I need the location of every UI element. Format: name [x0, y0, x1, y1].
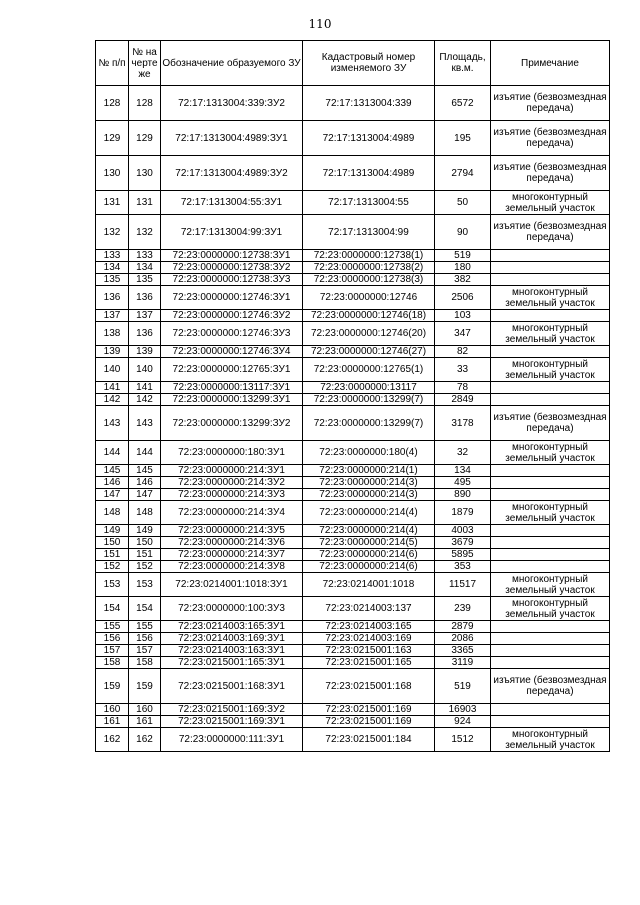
- cell-designation: 72:23:0000000:214:ЗУ3: [161, 489, 303, 501]
- cell-designation: 72:17:1313004:55:ЗУ1: [161, 191, 303, 215]
- cell-num: 131: [96, 191, 129, 215]
- cell-note: [491, 250, 610, 262]
- cell-drawing-num: 132: [129, 215, 161, 250]
- cell-area: 2794: [435, 156, 491, 191]
- cell-area: 239: [435, 597, 491, 621]
- cell-cadastral: 72:23:0214003:137: [303, 597, 435, 621]
- cell-note: [491, 346, 610, 358]
- cell-cadastral: 72:23:0215001:168: [303, 669, 435, 704]
- cell-drawing-num: 143: [129, 406, 161, 441]
- cell-designation: 72:23:0000000:12738:ЗУ3: [161, 274, 303, 286]
- cell-num: 138: [96, 322, 129, 346]
- cell-designation: 72:23:0000000:13299:ЗУ2: [161, 406, 303, 441]
- cell-area: 82: [435, 346, 491, 358]
- cell-area: 90: [435, 215, 491, 250]
- cell-cadastral: 72:23:0215001:169: [303, 704, 435, 716]
- cell-num: 134: [96, 262, 129, 274]
- cell-drawing-num: 142: [129, 394, 161, 406]
- cell-cadastral: 72:23:0000000:12765(1): [303, 358, 435, 382]
- cell-num: 149: [96, 525, 129, 537]
- cell-drawing-num: 149: [129, 525, 161, 537]
- header-note: Примечание: [491, 41, 610, 86]
- cell-designation: 72:23:0000000:12765:ЗУ1: [161, 358, 303, 382]
- cell-note: [491, 465, 610, 477]
- cell-note: [491, 537, 610, 549]
- table-body: [96, 86, 610, 752]
- cell-area: 180: [435, 262, 491, 274]
- cell-area: 103: [435, 310, 491, 322]
- cell-note: многоконтурный земельный участок: [491, 501, 610, 525]
- cell-cadastral: 72:23:0000000:214(4): [303, 525, 435, 537]
- cell-note: [491, 489, 610, 501]
- cell-num: 160: [96, 704, 129, 716]
- cell-area: 134: [435, 465, 491, 477]
- cell-drawing-num: 136: [129, 322, 161, 346]
- table-row: [96, 477, 610, 489]
- cell-num: 128: [96, 86, 129, 121]
- cell-num: 147: [96, 489, 129, 501]
- table-row: [96, 537, 610, 549]
- cell-cadastral: 72:23:0215001:184: [303, 728, 435, 752]
- cell-cadastral: 72:23:0000000:13299(7): [303, 394, 435, 406]
- cell-designation: 72:23:0000000:214:ЗУ6: [161, 537, 303, 549]
- cell-cadastral: 72:23:0000000:214(6): [303, 549, 435, 561]
- cell-cadastral: 72:23:0000000:214(1): [303, 465, 435, 477]
- cell-drawing-num: 129: [129, 121, 161, 156]
- cell-area: 924: [435, 716, 491, 728]
- cell-num: 156: [96, 633, 129, 645]
- cell-cadastral: 72:23:0000000:12746(18): [303, 310, 435, 322]
- cell-note: изъятие (безвозмездная передача): [491, 156, 610, 191]
- cell-area: 3178: [435, 406, 491, 441]
- cell-designation: 72:23:0000000:214:ЗУ7: [161, 549, 303, 561]
- cell-note: [491, 621, 610, 633]
- cell-designation: 72:23:0000000:13117:ЗУ1: [161, 382, 303, 394]
- cell-area: 2506: [435, 286, 491, 310]
- cell-area: 78: [435, 382, 491, 394]
- table-row: [96, 86, 610, 121]
- cell-drawing-num: 155: [129, 621, 161, 633]
- cell-num: 159: [96, 669, 129, 704]
- cell-num: 133: [96, 250, 129, 262]
- cell-note: [491, 549, 610, 561]
- cell-drawing-num: 160: [129, 704, 161, 716]
- cell-designation: 72:23:0214003:163:ЗУ1: [161, 645, 303, 657]
- cell-note: [491, 310, 610, 322]
- cell-num: 162: [96, 728, 129, 752]
- cell-cadastral: 72:23:0214003:165: [303, 621, 435, 633]
- cell-note: изъятие (безвозмездная передача): [491, 86, 610, 121]
- cell-designation: 72:23:0215001:168:ЗУ1: [161, 669, 303, 704]
- cell-designation: 72:17:1313004:339:ЗУ2: [161, 86, 303, 121]
- cell-num: 141: [96, 382, 129, 394]
- table-row: [96, 215, 610, 250]
- table-row: [96, 573, 610, 597]
- cell-num: 150: [96, 537, 129, 549]
- cell-cadastral: 72:17:1313004:4989: [303, 156, 435, 191]
- cell-drawing-num: 133: [129, 250, 161, 262]
- cell-area: 3119: [435, 657, 491, 669]
- cell-cadastral: 72:23:0000000:180(4): [303, 441, 435, 465]
- cell-drawing-num: 162: [129, 728, 161, 752]
- cell-drawing-num: 128: [129, 86, 161, 121]
- cell-designation: 72:23:0000000:13299:ЗУ1: [161, 394, 303, 406]
- cell-num: 155: [96, 621, 129, 633]
- cell-area: 3365: [435, 645, 491, 657]
- cell-drawing-num: 157: [129, 645, 161, 657]
- cell-note: многоконтурный земельный участок: [491, 191, 610, 215]
- table-row: [96, 465, 610, 477]
- cell-designation: 72:23:0000000:12738:ЗУ1: [161, 250, 303, 262]
- cell-num: 129: [96, 121, 129, 156]
- cell-cadastral: 72:23:0215001:163: [303, 645, 435, 657]
- cell-drawing-num: 137: [129, 310, 161, 322]
- cell-cadastral: 72:23:0000000:12738(3): [303, 274, 435, 286]
- cell-note: [491, 477, 610, 489]
- cell-designation: 72:17:1313004:99:ЗУ1: [161, 215, 303, 250]
- cell-note: [491, 561, 610, 573]
- cell-note: многоконтурный земельный участок: [491, 728, 610, 752]
- cell-drawing-num: 134: [129, 262, 161, 274]
- cell-cadastral: 72:23:0000000:214(5): [303, 537, 435, 549]
- cell-area: 195: [435, 121, 491, 156]
- table-row: [96, 501, 610, 525]
- cell-num: 146: [96, 477, 129, 489]
- cell-cadastral: 72:17:1313004:55: [303, 191, 435, 215]
- cell-note: [491, 645, 610, 657]
- cell-designation: 72:23:0215001:169:ЗУ2: [161, 704, 303, 716]
- cell-cadastral: 72:23:0000000:12746(27): [303, 346, 435, 358]
- cell-drawing-num: 144: [129, 441, 161, 465]
- cell-area: 6572: [435, 86, 491, 121]
- cell-cadastral: 72:23:0000000:13117: [303, 382, 435, 394]
- cell-drawing-num: 153: [129, 573, 161, 597]
- cell-area: 2086: [435, 633, 491, 645]
- cell-area: 495: [435, 477, 491, 489]
- cell-cadastral: 72:23:0214001:1018: [303, 573, 435, 597]
- page-number: 110: [308, 17, 332, 31]
- cell-note: многоконтурный земельный участок: [491, 573, 610, 597]
- cell-area: 2849: [435, 394, 491, 406]
- cell-designation: 72:23:0000000:180:ЗУ1: [161, 441, 303, 465]
- header-drawing-num: № на черте же: [129, 41, 161, 86]
- table-header-row: [96, 41, 610, 86]
- cell-designation: 72:23:0000000:12746:ЗУ4: [161, 346, 303, 358]
- cell-note: изъятие (безвозмездная передача): [491, 215, 610, 250]
- table-row: [96, 406, 610, 441]
- cell-num: 154: [96, 597, 129, 621]
- cell-num: 130: [96, 156, 129, 191]
- table-row: [96, 262, 610, 274]
- cell-note: [491, 382, 610, 394]
- table-row: [96, 633, 610, 645]
- cell-note: многоконтурный земельный участок: [491, 358, 610, 382]
- cell-num: 145: [96, 465, 129, 477]
- cell-designation: 72:23:0000000:214:ЗУ8: [161, 561, 303, 573]
- cell-area: 382: [435, 274, 491, 286]
- cell-num: 158: [96, 657, 129, 669]
- cell-note: изъятие (безвозмездная передача): [491, 406, 610, 441]
- cell-area: 5895: [435, 549, 491, 561]
- cell-cadastral: 72:23:0215001:165: [303, 657, 435, 669]
- cell-designation: 72:23:0000000:12746:ЗУ3: [161, 322, 303, 346]
- table-row: [96, 250, 610, 262]
- cell-designation: 72:23:0214003:165:ЗУ1: [161, 621, 303, 633]
- cell-drawing-num: 139: [129, 346, 161, 358]
- cell-cadastral: 72:23:0000000:12746: [303, 286, 435, 310]
- table-row: [96, 645, 610, 657]
- cell-num: 135: [96, 274, 129, 286]
- table-row: [96, 657, 610, 669]
- cell-area: 50: [435, 191, 491, 215]
- table-row: [96, 561, 610, 573]
- cell-drawing-num: 151: [129, 549, 161, 561]
- cell-drawing-num: 131: [129, 191, 161, 215]
- cell-designation: 72:23:0215001:169:ЗУ1: [161, 716, 303, 728]
- cell-area: 3679: [435, 537, 491, 549]
- cell-designation: 72:23:0000000:214:ЗУ2: [161, 477, 303, 489]
- table-row: [96, 728, 610, 752]
- cell-designation: 72:23:0214003:169:ЗУ1: [161, 633, 303, 645]
- cell-area: 1512: [435, 728, 491, 752]
- cell-cadastral: 72:17:1313004:99: [303, 215, 435, 250]
- cell-designation: 72:23:0000000:12738:ЗУ2: [161, 262, 303, 274]
- cell-area: 16903: [435, 704, 491, 716]
- cell-area: 519: [435, 669, 491, 704]
- table-row: [96, 394, 610, 406]
- cell-num: 157: [96, 645, 129, 657]
- cell-note: [491, 716, 610, 728]
- cell-drawing-num: 145: [129, 465, 161, 477]
- cell-drawing-num: 154: [129, 597, 161, 621]
- cell-note: многоконтурный земельный участок: [491, 441, 610, 465]
- cell-drawing-num: 159: [129, 669, 161, 704]
- cell-num: 151: [96, 549, 129, 561]
- cell-designation: 72:17:1313004:4989:ЗУ2: [161, 156, 303, 191]
- cell-num: 140: [96, 358, 129, 382]
- cell-num: 142: [96, 394, 129, 406]
- cell-area: 4003: [435, 525, 491, 537]
- cell-designation: 72:23:0000000:214:ЗУ4: [161, 501, 303, 525]
- cell-num: 132: [96, 215, 129, 250]
- cell-area: 353: [435, 561, 491, 573]
- cell-note: [491, 262, 610, 274]
- table-row: [96, 489, 610, 501]
- cell-cadastral: 72:17:1313004:339: [303, 86, 435, 121]
- cell-drawing-num: 135: [129, 274, 161, 286]
- cell-drawing-num: 141: [129, 382, 161, 394]
- table-row: [96, 274, 610, 286]
- table-row: [96, 358, 610, 382]
- cell-num: 137: [96, 310, 129, 322]
- table-row: [96, 191, 610, 215]
- cell-cadastral: 72:23:0215001:169: [303, 716, 435, 728]
- table-row: [96, 621, 610, 633]
- cell-area: 2879: [435, 621, 491, 633]
- cell-drawing-num: 148: [129, 501, 161, 525]
- cell-note: [491, 274, 610, 286]
- cell-area: 32: [435, 441, 491, 465]
- cell-designation: 72:23:0000000:12746:ЗУ1: [161, 286, 303, 310]
- cell-num: 144: [96, 441, 129, 465]
- cell-cadastral: 72:17:1313004:4989: [303, 121, 435, 156]
- cell-cadastral: 72:23:0000000:214(6): [303, 561, 435, 573]
- cell-designation: 72:23:0215001:165:ЗУ1: [161, 657, 303, 669]
- cell-cadastral: 72:23:0000000:12738(1): [303, 250, 435, 262]
- cell-num: 161: [96, 716, 129, 728]
- table-row: [96, 716, 610, 728]
- cell-cadastral: 72:23:0000000:214(3): [303, 477, 435, 489]
- cell-designation: 72:23:0000000:12746:ЗУ2: [161, 310, 303, 322]
- table-row: [96, 310, 610, 322]
- cell-note: [491, 394, 610, 406]
- table-row: [96, 597, 610, 621]
- cell-cadastral: 72:23:0000000:214(4): [303, 501, 435, 525]
- cell-drawing-num: 158: [129, 657, 161, 669]
- header-area: Площадь, кв.м.: [435, 41, 491, 86]
- cell-drawing-num: 136: [129, 286, 161, 310]
- cell-designation: 72:23:0000000:100:ЗУ3: [161, 597, 303, 621]
- cell-num: 152: [96, 561, 129, 573]
- table-row: [96, 525, 610, 537]
- cell-designation: 72:23:0000000:111:ЗУ1: [161, 728, 303, 752]
- cell-cadastral: 72:23:0000000:12738(2): [303, 262, 435, 274]
- cell-note: [491, 525, 610, 537]
- cell-cadastral: 72:23:0000000:13299(7): [303, 406, 435, 441]
- table-row: [96, 669, 610, 704]
- cell-note: [491, 704, 610, 716]
- table-row: [96, 322, 610, 346]
- cell-drawing-num: 147: [129, 489, 161, 501]
- cell-cadastral: 72:23:0214003:169: [303, 633, 435, 645]
- table-row: [96, 121, 610, 156]
- cell-num: 143: [96, 406, 129, 441]
- cell-drawing-num: 152: [129, 561, 161, 573]
- cell-note: изъятие (безвозмездная передача): [491, 121, 610, 156]
- cell-drawing-num: 156: [129, 633, 161, 645]
- cell-drawing-num: 140: [129, 358, 161, 382]
- land-plots-table: [95, 40, 610, 752]
- cell-note: многоконтурный земельный участок: [491, 286, 610, 310]
- cell-cadastral: 72:23:0000000:12746(20): [303, 322, 435, 346]
- table-row: [96, 382, 610, 394]
- cell-designation: 72:17:1313004:4989:ЗУ1: [161, 121, 303, 156]
- header-num: № п/п: [96, 41, 129, 86]
- cell-num: 153: [96, 573, 129, 597]
- cell-drawing-num: 146: [129, 477, 161, 489]
- cell-drawing-num: 161: [129, 716, 161, 728]
- header-cadastral: Кадастровый номер изменяемого ЗУ: [303, 41, 435, 86]
- cell-num: 136: [96, 286, 129, 310]
- cell-drawing-num: 150: [129, 537, 161, 549]
- cell-note: [491, 633, 610, 645]
- cell-drawing-num: 130: [129, 156, 161, 191]
- cell-area: 33: [435, 358, 491, 382]
- table-row: [96, 549, 610, 561]
- cell-designation: 72:23:0214001:1018:ЗУ1: [161, 573, 303, 597]
- cell-area: 11517: [435, 573, 491, 597]
- cell-area: 519: [435, 250, 491, 262]
- table-row: [96, 346, 610, 358]
- cell-note: многоконтурный земельный участок: [491, 597, 610, 621]
- table-row: [96, 286, 610, 310]
- table-row: [96, 156, 610, 191]
- table-row: [96, 441, 610, 465]
- header-designation: Обозначение образуемого ЗУ: [161, 41, 303, 86]
- cell-num: 139: [96, 346, 129, 358]
- cell-cadastral: 72:23:0000000:214(3): [303, 489, 435, 501]
- cell-area: 890: [435, 489, 491, 501]
- table-row: [96, 704, 610, 716]
- cell-area: 347: [435, 322, 491, 346]
- cell-note: изъятие (безвозмездная передача): [491, 669, 610, 704]
- cell-num: 148: [96, 501, 129, 525]
- cell-designation: 72:23:0000000:214:ЗУ1: [161, 465, 303, 477]
- cell-note: [491, 657, 610, 669]
- cell-designation: 72:23:0000000:214:ЗУ5: [161, 525, 303, 537]
- cell-note: многоконтурный земельный участок: [491, 322, 610, 346]
- cell-area: 1879: [435, 501, 491, 525]
